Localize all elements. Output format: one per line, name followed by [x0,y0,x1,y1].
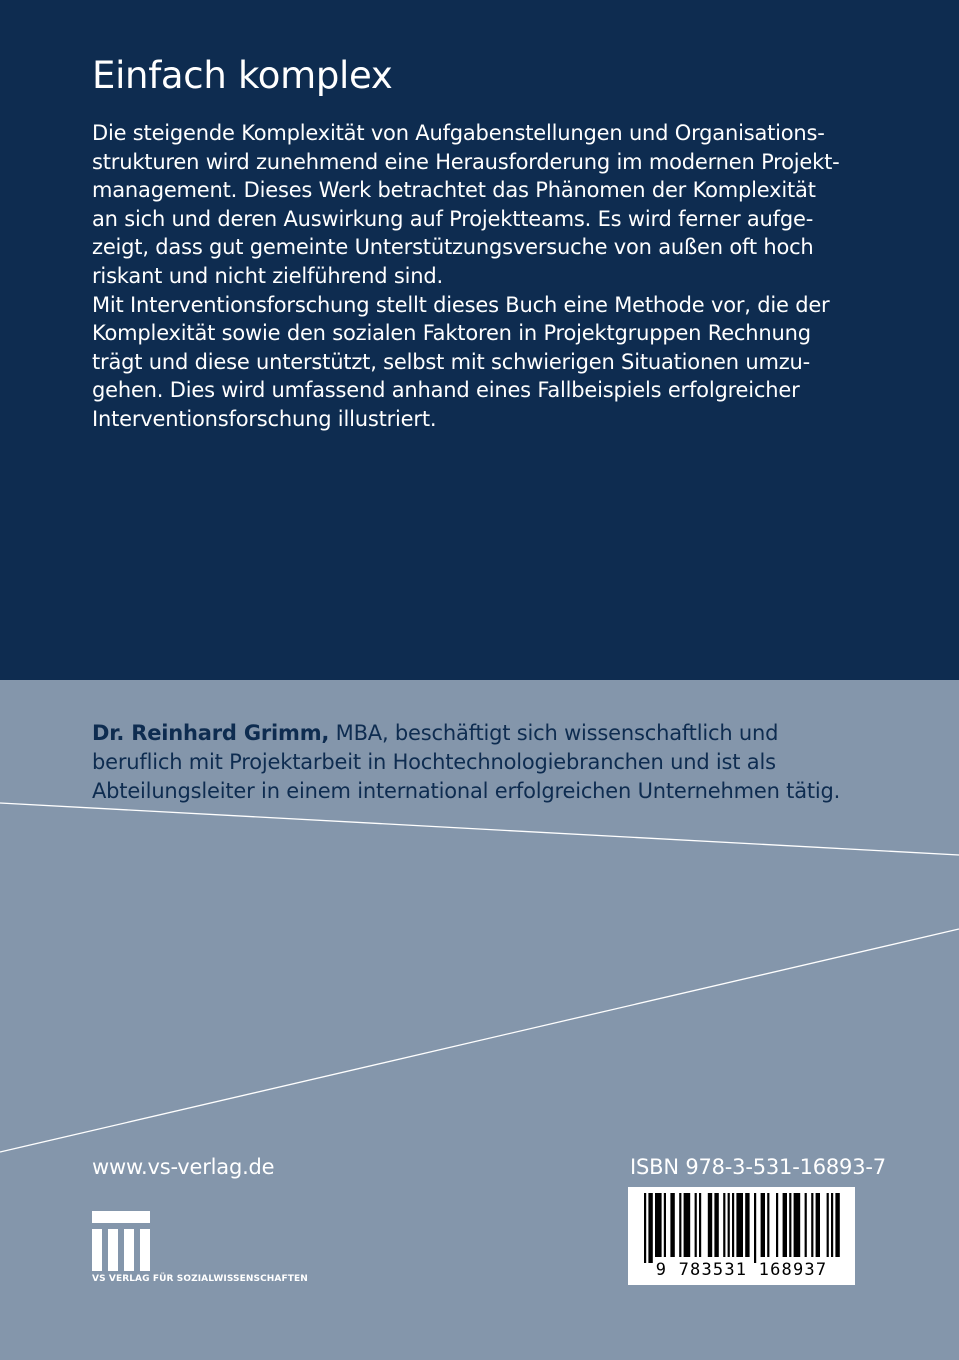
text-line: strukturen wird zunehmend eine Herausforderung im modernen Projekt- [92,149,840,174]
text-line: riskant und nicht zielführend sind. [92,263,443,288]
barcode-bar [699,1193,701,1257]
barcode-bar [783,1193,787,1257]
author-bio-line: Abteilungsleiter in einem international erfolgreichen Unternehmen tätig. [92,779,841,803]
text-line: management. Dieses Werk betrachtet das Phänomen der Komplexität [92,178,816,203]
barcode-bar [648,1193,652,1263]
text-line: gehen. Dies wird umfassend anhand eines Fallbeispiels erfolgreicher [92,378,800,403]
barcode-bar [794,1193,801,1257]
book-description [92,119,852,434]
barcode-bar [655,1193,662,1257]
text-line: Die steigende Komplexität von Aufgabenstellungen und Organisations- [92,121,825,145]
text-line: Interventionsforschung illustriert. [92,406,437,431]
barcode-bar [811,1193,813,1257]
barcode-bar [789,1193,791,1257]
barcode-bar [761,1193,765,1257]
barcode-bar [754,1193,756,1263]
description-paragraph-1 [92,119,852,291]
barcode-bar [714,1193,718,1257]
barcode-bar [835,1193,839,1257]
author-bio-line [92,719,892,748]
barcode-bar [745,1193,749,1257]
author-name: Dr. Reinhard Grimm, [92,721,330,745]
barcode-bar [728,1193,730,1257]
barcode-bar [732,1193,734,1257]
diagonal-line-upper [0,803,959,855]
barcode-bar [816,1193,820,1257]
barcode-bar [723,1193,725,1257]
barcode-bar [805,1193,807,1257]
barcode-bar [679,1193,681,1257]
author-bio-line: beruflich mit Projektarbeit in Hochtechnologiebranchen und ist als [92,750,776,774]
author-bio [92,719,892,806]
barcode-bar [664,1193,666,1257]
barcode [628,1187,855,1285]
barcode-number: 9 783531 168937 [655,1260,828,1280]
barcode-bar [736,1193,743,1257]
barcode-bar [684,1193,691,1257]
publisher-url[interactable]: www.vs-verlag.de [92,1155,275,1179]
text-line: Mit Interventionsforschung stellt dieses Buch eine Methode vor, die der [92,292,830,317]
barcode-bar [776,1193,778,1257]
barcode-bar [708,1193,712,1257]
diagonal-line-lower [0,929,959,1152]
text-line: zeigt, dass gut gemeinte Unterstützungsversuche von außen oft hoch [92,235,814,260]
barcode-bar [670,1193,674,1257]
text-line: an sich und deren Auswirkung auf Projektteams. Es wird ferner aufge- [92,206,814,231]
barcode-bar [644,1193,646,1263]
barcode-bar [767,1193,769,1257]
isbn-label: ISBN 978-3-531-16893-7 [630,1155,886,1179]
barcode-bar [827,1193,829,1257]
description-paragraph-2 [92,291,852,434]
book-title: Einfach komplex [92,54,393,97]
barcode-bar [695,1193,697,1257]
barcode-bar [831,1193,833,1257]
vs-verlag-logo-icon [92,1211,152,1271]
publisher-name: VS VERLAG FÜR SOZIALWISSENSCHAFTEN [92,1274,308,1284]
author-bio-text: MBA, beschäftigt sich wissenschaftlich und [329,721,779,745]
text-line: trägt und diese unterstützt, selbst mit schwierigen Situationen umzu- [92,349,811,374]
text-line: Komplexität sowie den sozialen Faktoren in Projektgruppen Rechnung [92,321,811,346]
